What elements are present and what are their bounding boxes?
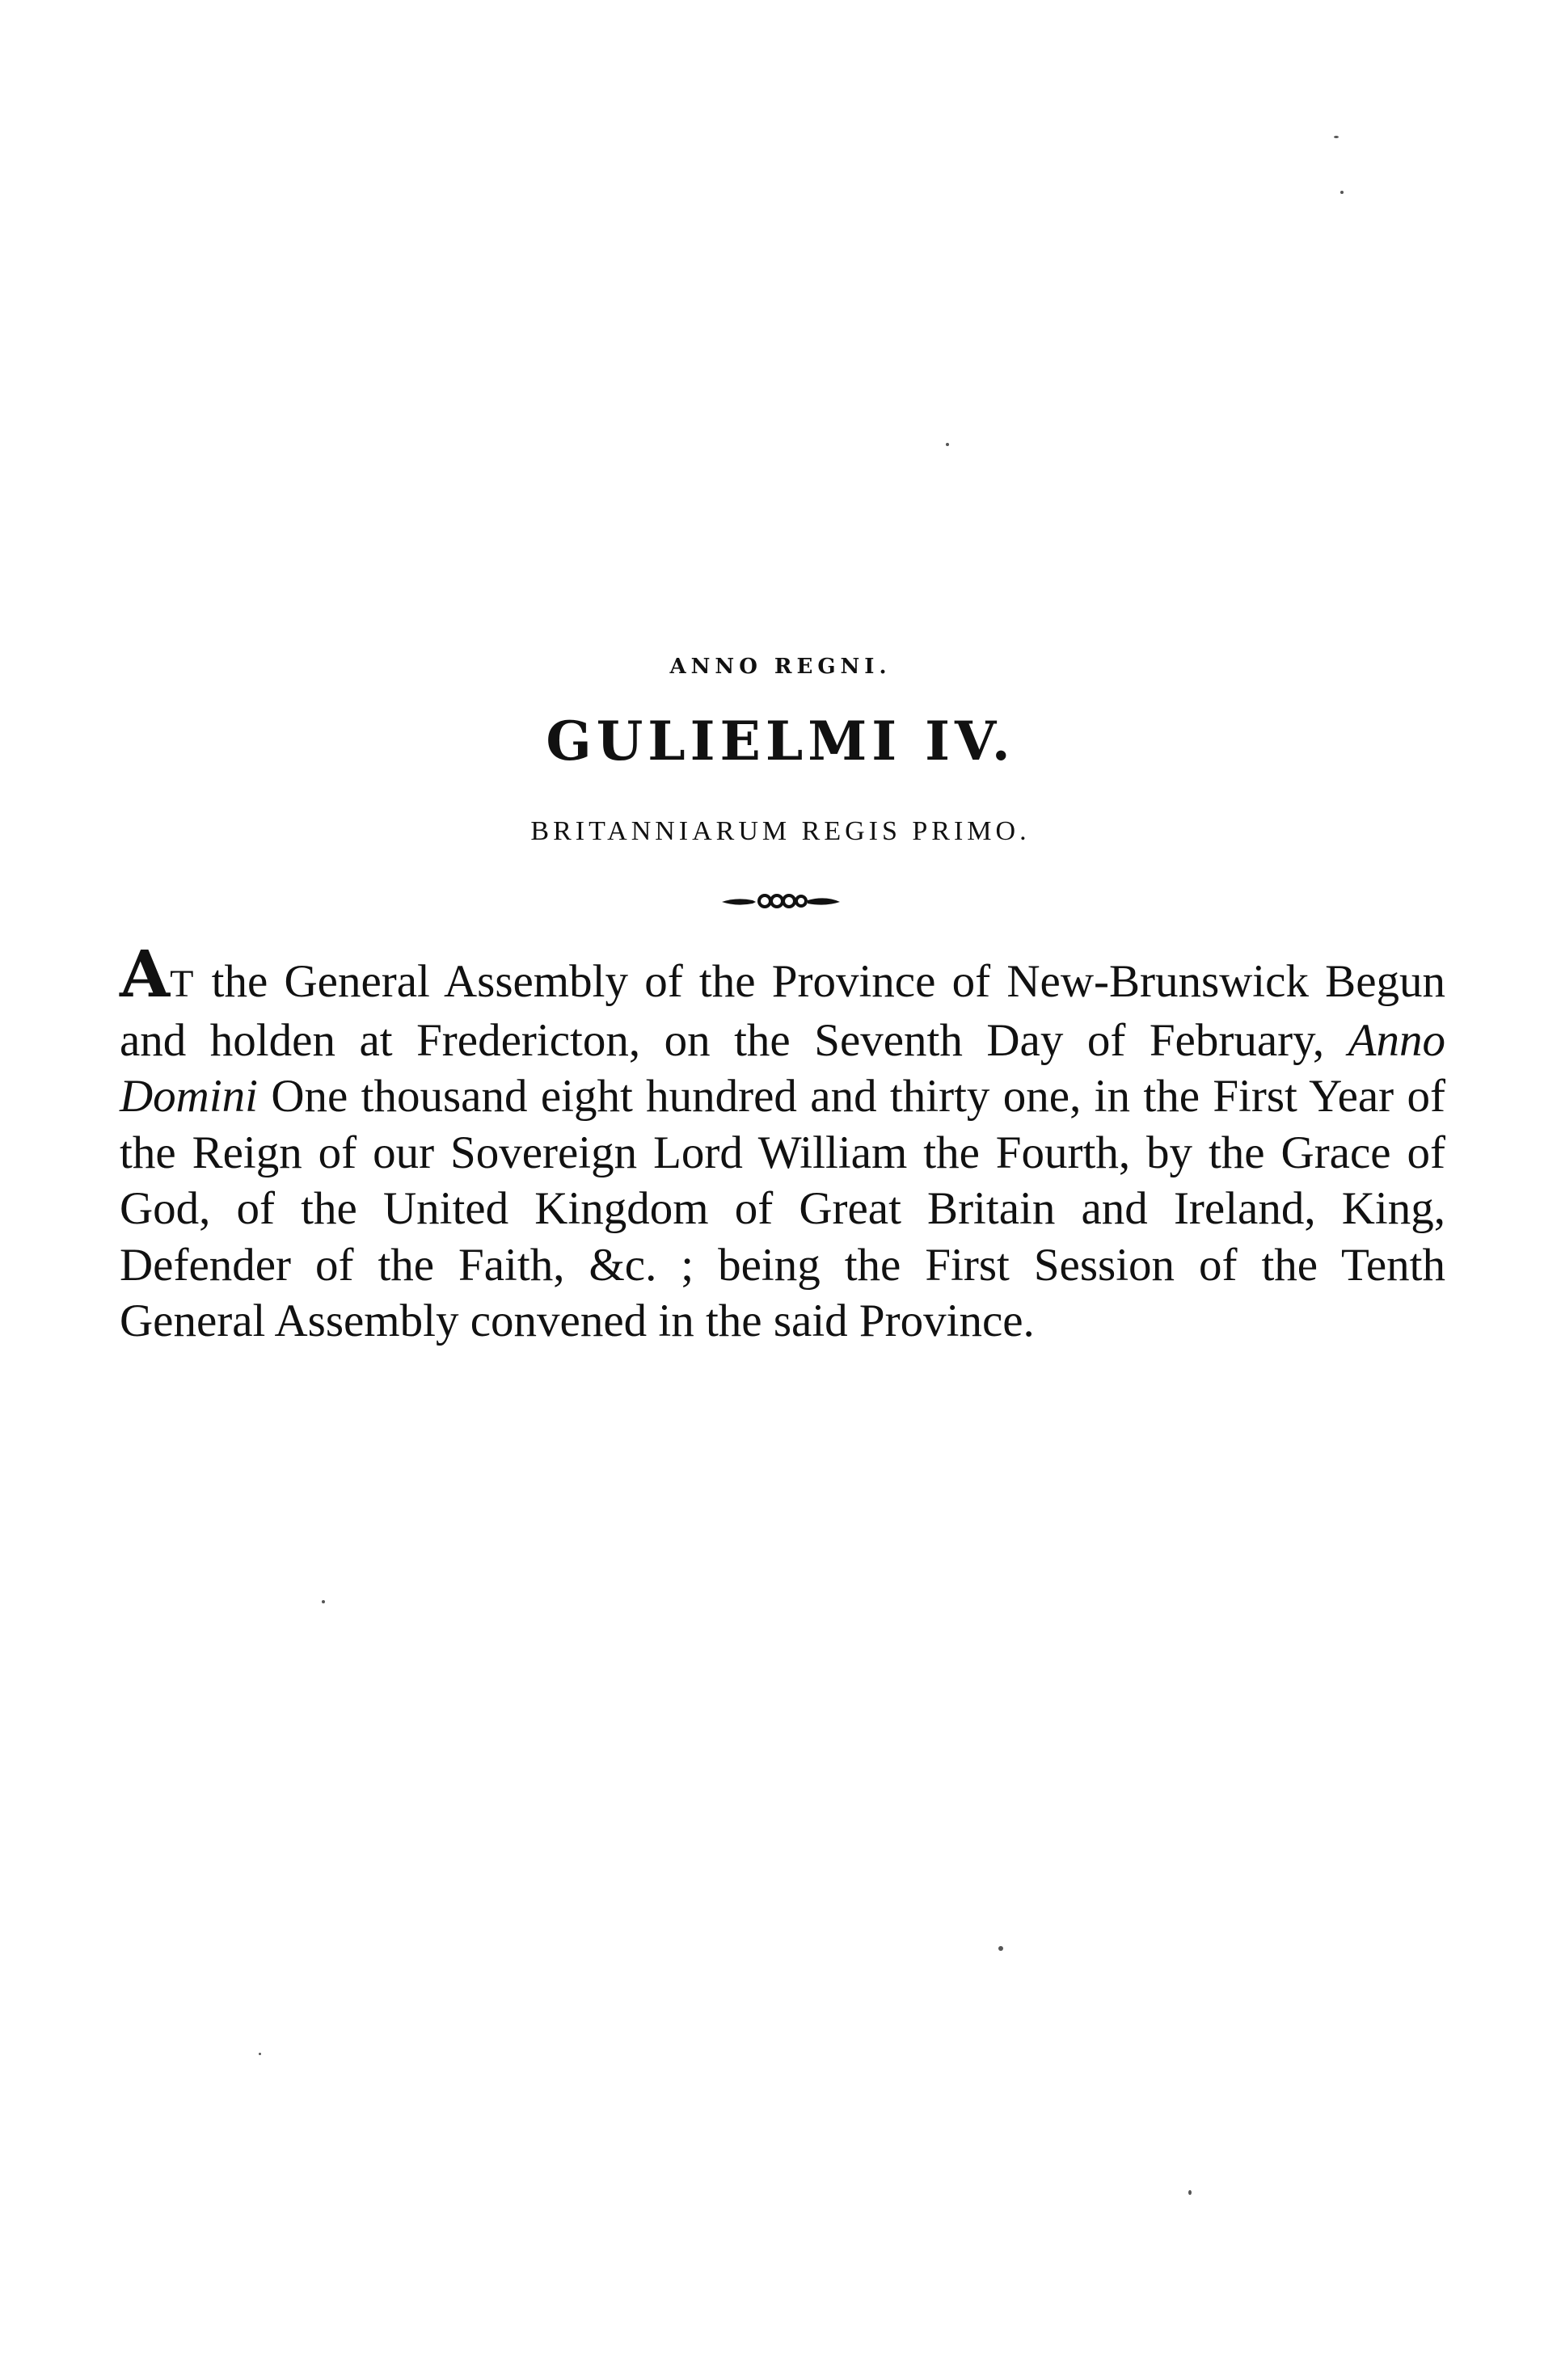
scan-speck (322, 1600, 325, 1603)
scan-speck (1334, 136, 1339, 138)
ornament-divider (0, 889, 1561, 917)
lead-letter: T (170, 963, 196, 1005)
reign-subheading: BRITANNIARUM REGIS PRIMO. (530, 816, 1031, 846)
scan-speck (1188, 2190, 1192, 2195)
preamble-text-part-2: One thousand eight hundred and thirty one, in the First Year of the Reign of our Sovereign Lord William the Fourth, by the Grace of God, of the United Kingdom of Great Britain and Ireland, King, Defender of the Faith, &c. ; being the First Session of the Tenth General Assembly convened in the said Province. (120, 1071, 1445, 1346)
scan-speck (259, 2053, 261, 2055)
ornament-flourish-icon (720, 889, 842, 913)
scan-speck (1340, 191, 1344, 194)
preamble-text-part-1: the General Assembly of the Province of New-Brunswick Begun and holden at Fredericton, on the Seventh Day of February, (120, 956, 1445, 1066)
anno-regni-heading: ANNO REGNI. (669, 655, 892, 679)
scan-speck (998, 1946, 1003, 1951)
preamble-italic-phrase: Anno Domini (120, 1014, 1445, 1122)
drop-cap: A (120, 936, 171, 1012)
scan-speck (946, 443, 949, 446)
king-title-heading: GULIELMI IV. (546, 710, 1015, 773)
assembly-preamble (120, 936, 1445, 1350)
